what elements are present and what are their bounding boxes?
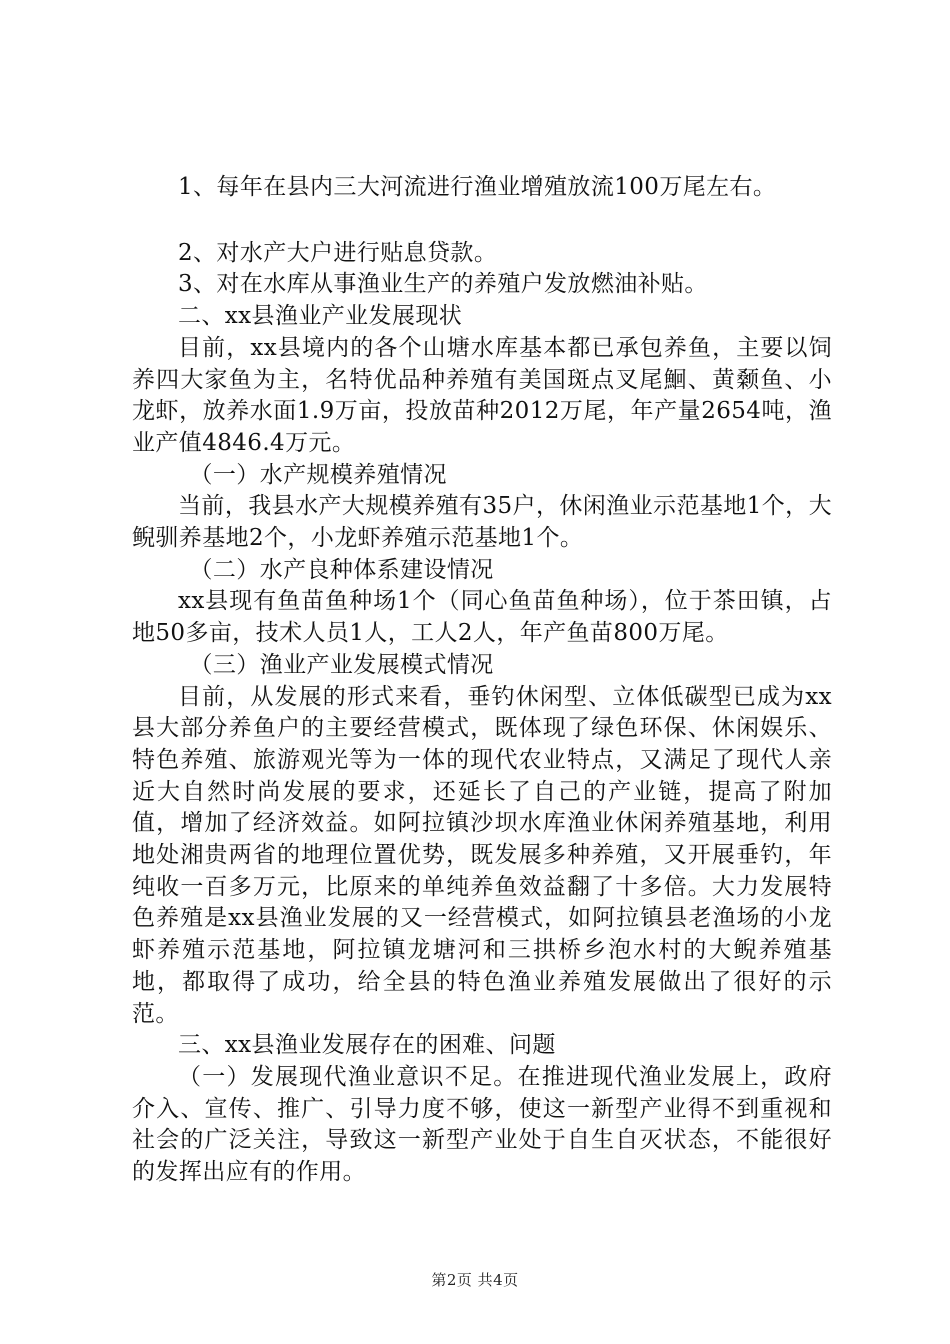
document-body <box>132 172 832 1189</box>
paragraph-loan: 2、对水产大户进行贴息贷款。 <box>178 239 498 266</box>
page-footer: 第2页 共4页 <box>431 1271 519 1289</box>
heading-breeding-system: （二）水产良种体系建设情况 <box>189 556 494 583</box>
paragraph-current-status: 目前，xx县境内的各个山塘水库基本都已承包养鱼，主要以饲养四大家鱼为主，名特优品种养殖有美国斑点叉尾鮰、黄颡鱼、小龙虾，放养水面1.9万亩，投放苗种2012万尾，年产量2654吨，渔业产值4846.4万元。 <box>132 334 832 456</box>
paragraph-fuel-subsidy: 3、对在水库从事渔业生产的养殖户发放燃油补贴。 <box>178 271 708 298</box>
paragraph-release-fish: 1、每年在县内三大河流进行渔业增殖放流100万尾左右。 <box>178 174 777 200</box>
heading-development-model: （三）渔业产业发展模式情况 <box>189 651 494 678</box>
paragraph-awareness: （一）发展现代渔业意识不足。在推进现代渔业发展上，政府介入、宣传、推广、引导力度不够，使这一新型产业得不到重视和社会的广泛关注，导致这一新型产业处于自生自灭状态，不能很好的发挥出应有的作用。 <box>132 1063 832 1186</box>
heading-difficulties: 三、xx县渔业发展存在的困难、问题 <box>178 1032 556 1059</box>
paragraph-scale-farming: 当前，我县水产大规模养殖有35户，休闲渔业示范基地1个，大鲵驯养基地2个，小龙虾养殖示范基地1个。 <box>132 493 832 552</box>
paragraph-breeding-system: xx县现有鱼苗鱼种场1个（同心鱼苗鱼种场），位于茶田镇，占地50多亩，技术人员1人，工人2人，年产鱼苗800万尾。 <box>132 588 832 647</box>
paragraph-development-model: 目前，从发展的形式来看，垂钓休闲型、立体低碳型已成为xx县大部分养鱼户的主要经营模式，既体现了绿色环保、休闲娱乐、特色养殖、旅游观光等为一体的现代农业特点，又满足了现代人亲近大自然时尚发展的要求，还延长了自己的产业链，提高了附加值，增加了经济效益。如阿拉镇沙坝水库渔业休闲养殖基地，利用地处湘贵两省的地理位置优势，既发展多种养殖，又开展垂钓，年纯收一百多万元，比原来的单纯养鱼效益翻了十多倍。大力发展特色养殖是xx县渔业发展的又一经营模式，如阿拉镇县老渔场的小龙虾养殖示范基地，阿拉镇龙塘河和三拱桥乡泡水村的大鲵养殖基地，都取得了成功，给全县的特色渔业养殖发展做出了很好的示范。 <box>132 683 832 1027</box>
heading-scale-farming: （一）水产规模养殖情况 <box>189 461 447 488</box>
heading-current-status: 二、xx县渔业产业发展现状 <box>178 303 463 330</box>
